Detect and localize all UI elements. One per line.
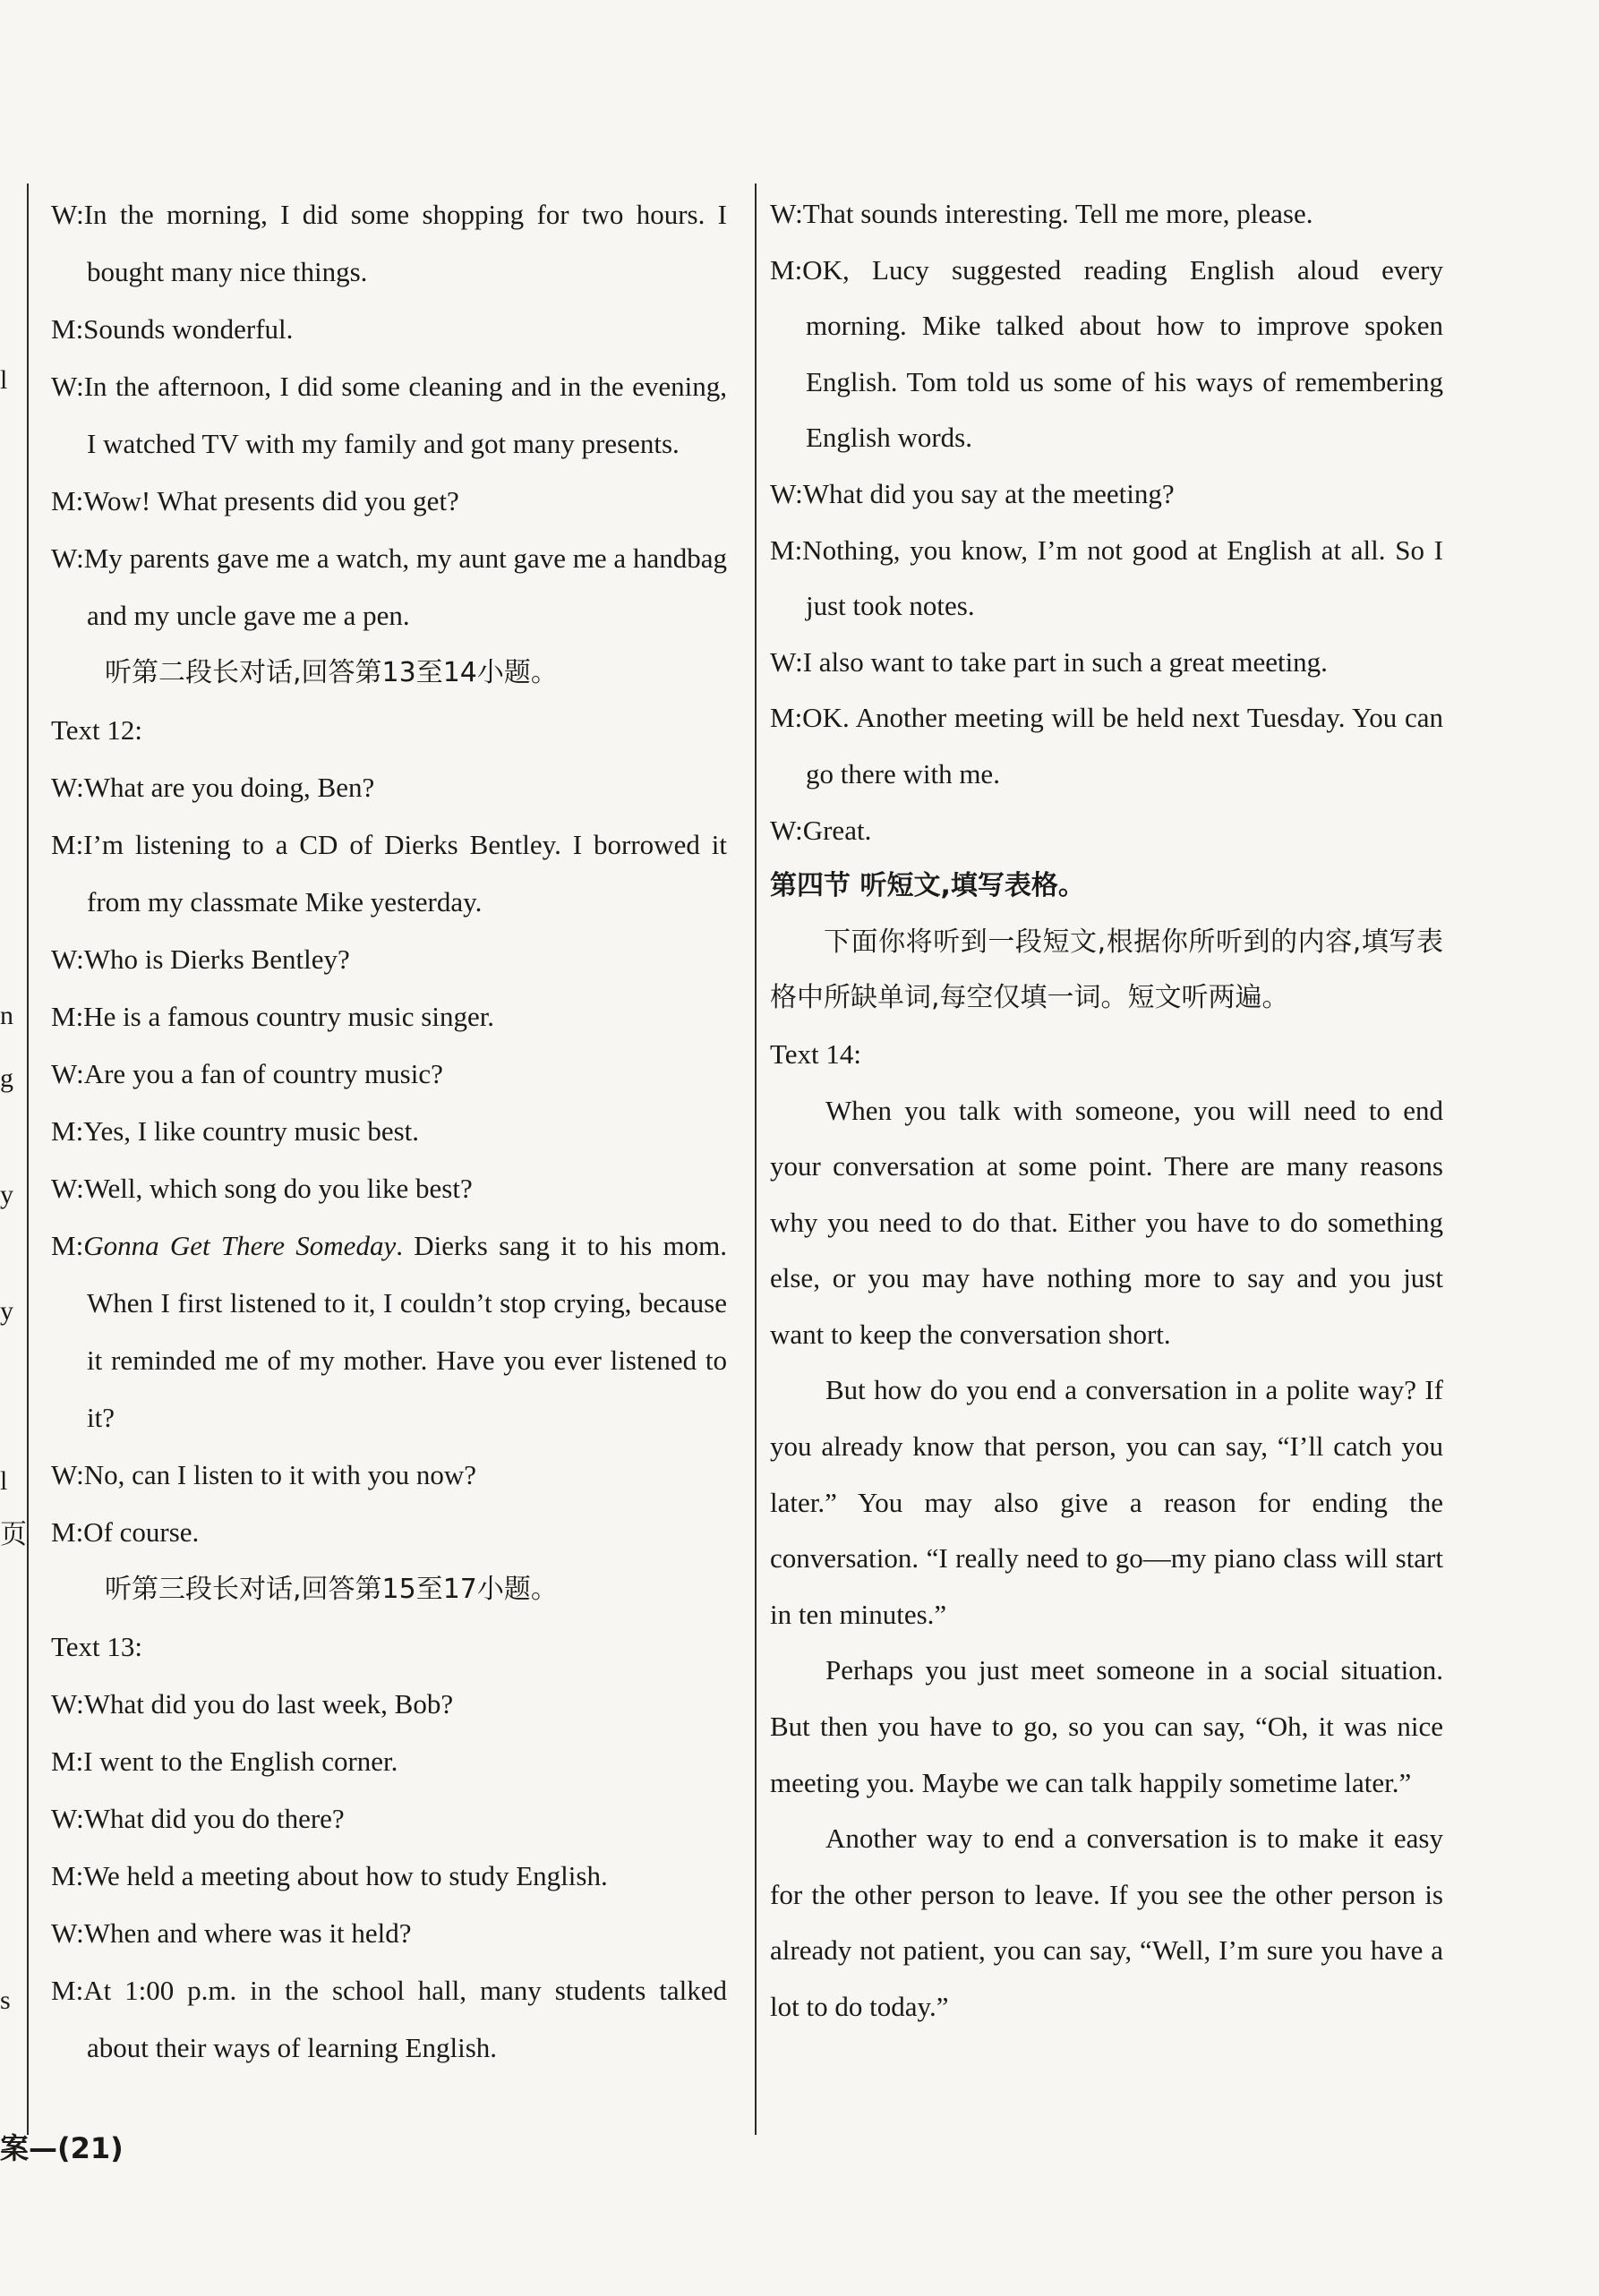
column-divider [755,184,757,2135]
edge-mark: s [0,1985,11,2015]
dialogue-line: W:Who is Dierks Bentley? [51,943,350,975]
dialogue-line [51,1217,727,1447]
passage-paragraph: When you talk with someone, you will need to end your conversation at some point. There are many reasons why you need to do that. Either you have to do something else, or you may have nothing more to say and you just want to keep the conversation short. [770,1094,1443,1350]
left-margin-rule [27,184,29,2135]
dialogue-line: W:Are you a fan of country music? [51,1058,443,1089]
section-heading: 第四节 听短文,填写表格。 [770,870,1085,902]
left-column [51,186,727,2077]
dialogue-line: W:In the morning, I did some shopping for two hours. I bought many nice things. [51,199,727,287]
dialogue-line: M:Yes, I like country music best. [51,1115,420,1147]
dialogue-text: . Dierks sang it to his mom. When I first listened to it, I couldn’t stop crying, because it reminded me of my mother. Have you ever listened to it? [87,1230,727,1433]
text-label: Text 14: [770,1037,862,1070]
dialogue-line: W:No, can I listen to it with you now? [51,1459,476,1490]
page-number: 案—(21) [0,2131,124,2165]
dialogue-line: W:I also want to take part in such a great meeting. [770,645,1328,678]
speaker-prefix: M: [51,1230,84,1261]
section-instruction: 听第二段长对话,回答第13至14小题。 [105,657,558,688]
edge-mark: y [0,1296,13,1326]
dialogue-line: M:Nothing, you know, I’m not good at English at all. So I just took notes. [770,533,1443,622]
dialogue-line: W:Great. [770,814,872,846]
dialogue-line: M:I went to the English corner. [51,1745,398,1777]
dialogue-line: M:He is a famous country music singer. [51,1001,495,1032]
edge-mark: g [0,1063,13,1093]
passage-paragraph: Another way to end a conversation is to make it easy for the other person to leave. If you see the other person is already not patient, you can say, “Well, I’m sure you have a lot to do today.” [770,1822,1443,2022]
dialogue-line: W:That sounds interesting. Tell me more, please. [770,198,1313,229]
edge-mark: y [0,1180,13,1209]
edge-mark: n [0,1001,13,1030]
passage-paragraph: Perhaps you just meet someone in a social situation. But then you have to go, so you can say, “Oh, it was nice meeting you. Maybe we can talk happily sometime later.” [770,1654,1443,1798]
edge-mark: l [0,365,8,395]
section-instruction: 下面你将听到一段短文,根据你所听到的内容,填写表格中所缺单词,每空仅填一词。短文听两遍。 [770,926,1443,1014]
dialogue-line: M:At 1:00 p.m. in the school hall, many students talked about their ways of learning English. [51,1975,727,2063]
dialogue-line: W:What did you do last week, Bob? [51,1688,454,1720]
dialogue-line: M:Of course. [51,1516,200,1548]
dialogue-line: M:OK. Another meeting will be held next Tuesday. You can go there with me. [770,702,1443,790]
dialogue-line: W:What are you doing, Ben? [51,772,375,803]
dialogue-line: M:We held a meeting about how to study English. [51,1860,608,1891]
dialogue-line: W:When and where was it held? [51,1917,412,1949]
dialogue-line: M:Sounds wonderful. [51,313,294,345]
dialogue-line: M:Wow! What presents did you get? [51,485,459,516]
right-column [770,186,1443,2036]
dialogue-line: W:What did you say at the meeting? [770,477,1175,509]
text-label: Text 12: [51,714,143,746]
text-label: Text 13: [51,1631,143,1662]
dialogue-line: W:In the afternoon, I did some cleaning and in the evening, I watched TV with my family and got many presents. [51,371,727,459]
section-instruction: 听第三段长对话,回答第15至17小题。 [105,1574,558,1605]
dialogue-line: M:OK, Lucy suggested reading English aloud every morning. Mike talked about how to improve spoken English. Tom told us some of his ways of remembering English words. [770,253,1443,454]
song-title: Gonna Get There Someday [83,1230,397,1261]
edge-mark: 页 [0,1520,27,1549]
passage-paragraph: But how do you end a conversation in a polite way? If you already know that person, you can say, “I’ll catch you later.” You may also give a reason for ending the conversation. “I really need to go—my piano class will start in ten minutes.” [770,1374,1443,1630]
dialogue-line: W:My parents gave me a watch, my aunt gave me a handbag and my uncle gave me a pen. [51,542,727,631]
edge-mark: l [0,1466,8,1496]
dialogue-line: W:Well, which song do you like best? [51,1173,473,1204]
dialogue-line: W:What did you do there? [51,1803,345,1834]
dialogue-line: M:I’m listening to a CD of Dierks Bentley. I borrowed it from my classmate Mike yesterday. [51,829,727,918]
